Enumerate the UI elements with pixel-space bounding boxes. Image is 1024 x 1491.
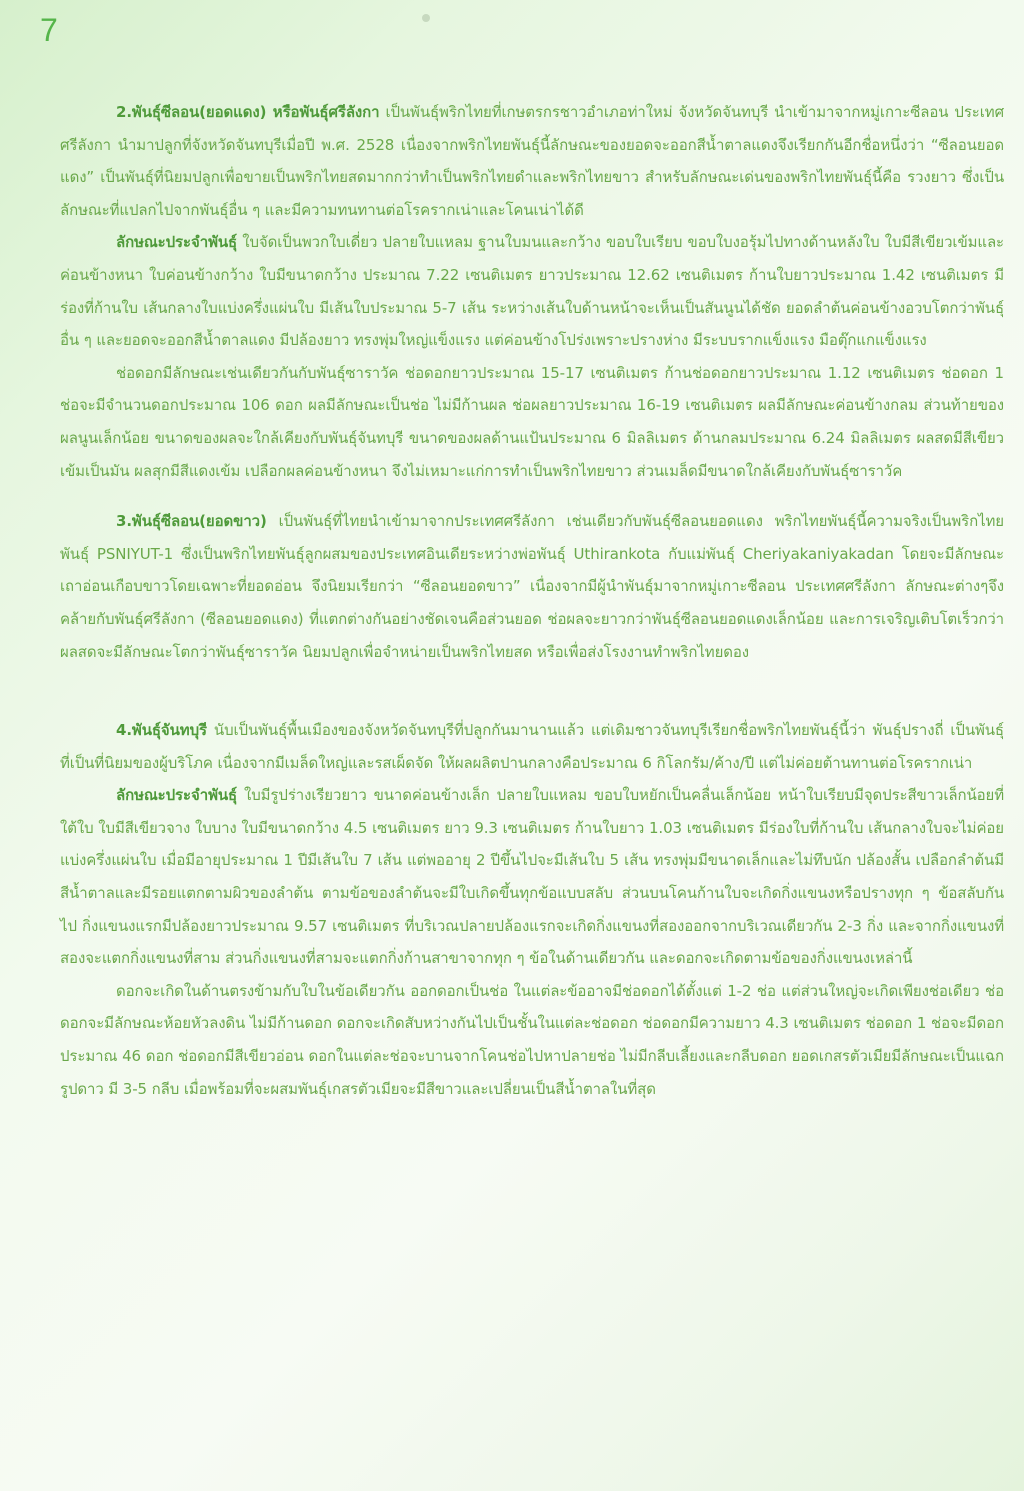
section-4-paragraph-1-text: นับเป็นพันธุ์พื้นเมืองของจังหวัดจันทบุรีที่ปลูกกันมานานแล้ว แต่เดิมชาวจันทบุรีเรียกชื่อพริกไทยพันธุ์นี้ว่า พันธุ์ปรางถี่ เป็นพันธุ์ที่เป็นที่นิยมของผู้บริโภค เนื่องจากมีเมล็ดใหญ่และรสเผ็ดจัด ให้ผลผลิตปานกลางคือประมาณ 6 กิโลกรัม/ค้าง/ปี แต่ไม่ค่อยต้านทานต่อโรครากเน่า [60, 721, 1004, 772]
section-4-paragraph-3: ดอกจะเกิดในด้านตรงข้ามกับใบในข้อเดียวกัน ออกดอกเป็นช่อ ในแต่ละข้ออาจมีช่อดอกได้ตั้งแต่ 1-2 ช่อ แต่ส่วนใหญ่จะเกิดเพียงช่อเดียว ช่อดอกจะมีลักษณะห้อยหัวลงดิน ไม่มีก้านดอก ดอกจะเกิดสับหว่างกันไปเป็นชั้นในแต่ละช่อดอก ช่อดอกมีความยาว 4.3 เซนติเมตร ช่อดอก 1 ช่อจะมีดอกประมาณ 46 ดอก ช่อดอกมีสีเขียวอ่อน ดอกในแต่ละช่อจะบานจากโคนช่อไปหาปลายช่อ ไม่มีกลีบเลี้ยงและกลีบดอก ยอดเกสรตัวเมียมีลักษณะเป็นแฉกรูปดาว มี 3-5 กลีบ เมื่อพร้อมที่จะผสมพันธุ์เกสรตัวเมียจะมีสีขาวและเปลี่ยนเป็นสีน้ำตาลในที่สุด [60, 981, 1004, 1098]
section-2-paragraph-1 [60, 96, 1004, 226]
section-2-characteristics-heading: ลักษณะประจำพันธุ์ [116, 233, 238, 252]
section-4-paragraph-1 [60, 714, 1004, 779]
section-4-paragraph-2 [60, 779, 1004, 975]
section-4-heading: 4.พันธุ์จันทบุรี [116, 721, 207, 740]
section-4-paragraph-2-text: ใบมีรูปร่างเรียวยาว ขนาดค่อนข้างเล็ก ปลายใบแหลม ขอบใบหยักเป็นคลื่นเล็กน้อย หน้าใบเรียบมีจุดประสีขาวเล็กน้อยที่ใต้ใบ ใบมีสีเขียวจาง ใบบาง ใบมีขนาดกว้าง 4.5 เซนติเมตร ยาว 9.3 เซนติเมตร ก้านใบยาว 1.03 เซนติเมตร มีร่องใบที่ก้านใบ เส้นกลางใบจะไม่ค่อยแบ่งครึ่งแผ่นใบ เมื่อมีอายุประมาณ 1 ปีมีเส้นใบ 7 เส้น แต่พออายุ 2 ปีขึ้นไปจะมีเส้นใบ 5 เส้น ทรงพุ่มมีขนาดเล็กและไม่ทึบนัก ปล้องสั้น เปลือกลำต้นมีสีน้ำตาลและมีรอยแตกตามผิวของลำต้น ตามข้อของลำต้นจะมีใบเกิดขึ้นทุกข้อแบบสลับ ส่วนบนโคนก้านใบจะเกิดกิ่งแขนงหรือปรางทุก ๆ ข้อสลับกันไป กิ่งแขนงแรกมีปล้องยาวประมาณ 9.57 เซนติเมตร ที่บริเวณปลายปล้องแรกจะเกิดกิ่งแขนงที่สองออกจากบริเวณเดียวกัน 2-3 กิ่ง และจากกิ่งแขนงที่สองจะแตกกิ่งแขนงที่สาม ส่วนกิ่งแขนงที่สามจะแตกกิ่งก้านสาขาจากทุก ๆ ข้อในด้านเดียวกัน และดอกจะเกิดตามข้อของกิ่งแขนงเหล่านี้ [60, 786, 1004, 968]
section-2-paragraph-3: ช่อดอกมีลักษณะเช่นเดียวกันกับพันธุ์ซาราวัค ช่อดอกยาวประมาณ 15-17 เซนติเมตร ก้านช่อดอกยาวประมาณ 1.12 เซนติเมตร ช่อดอก 1 ช่อจะมีจำนวนดอกประมาณ 106 ดอก ผลมีลักษณะเป็นช่อ ไม่มีก้านผล ช่อผลยาวประมาณ 16-19 เซนติเมตร ผลมีลักษณะค่อนข้างกลม ส่วนท้ายของผลนูนเล็กน้อย ขนาดของผลจะใกล้เคียงกับพันธุ์จันทบุรี ขนาดของผลด้านแป้นประมาณ 6 มิลลิเมตร ด้านกลมประมาณ 6.24 มิลลิเมตร ผลสดมีสีเขียวเข้มเป็นมัน ผลสุกมีสีแดงเข้ม เปลือกผลค่อนข้างหนา จึงไม่เหมาะแก่การทำเป็นพริกไทยขาว ส่วนเมล็ดมีขนาดใกล้เคียงกับพันธุ์ซาราวัค [60, 363, 1004, 480]
section-3-heading: 3.พันธุ์ซีลอน(ยอดขาว) [116, 512, 267, 531]
section-2-paragraph-2 [60, 226, 1004, 356]
section-gap [60, 668, 1004, 714]
section-4-characteristics-heading: ลักษณะประจำพันธุ์ [116, 786, 238, 805]
section-2-paragraph-2-text: ใบจัดเป็นพวกใบเดี่ยว ปลายใบแหลม ฐานใบมนและกว้าง ขอบใบเรียบ ขอบใบงอรุ้มไปทางด้านหลังใบ ใบมีสีเขียวเข้มและค่อนข้างหนา ใบค่อนข้างกว้าง ใบมีขนาดกว้าง ประมาณ 7.22 เซนติเมตร ยาวประมาณ 12.62 เซนติเมตร ก้านใบยาวประมาณ 1.42 เซนติเมตร มีร่องที่ก้านใบ เส้นกลางใบแบ่งครึ่งแผ่นใบ มีเส้นใบประมาณ 5-7 เส้น ระหว่างเส้นใบด้านหน้าจะเห็นเป็นสันนูนได้ชัด ยอดลำต้นค่อนข้างอวบโตกว่าพันธุ์อื่น ๆ และยอดจะออกสีน้ำตาลแดง มีปล้องยาว ทรงพุ่มใหญ่แข็งแรง แต่ค่อนข้างโปร่งเพราะปรางห่าง มีระบบรากแข็งแรง มือตุ๊กแกแข็งแรง [60, 233, 1004, 350]
document-body [60, 96, 1004, 1105]
section-gap [60, 487, 1004, 505]
page-number: 7 [40, 12, 58, 48]
section-3-paragraph-1 [60, 505, 1004, 668]
section-2-heading: 2.พันธุ์ซีลอน(ยอดแดง) หรือพันธุ์ศรีลังกา [116, 103, 380, 121]
paper-speck [422, 14, 430, 22]
section-3-paragraph-1-text: เป็นพันธุ์ที่ไทยนำเข้ามาจากประเทศศรีลังกา เช่นเดียวกับพันธุ์ซีลอนยอดแดง พริกไทยพันธุ์นี้ความจริงเป็นพริกไทยพันธุ์ PSNIYUT-1 ซึ่งเป็นพริกไทยพันธุ์ลูกผสมของประเทศอินเดียระหว่างพ่อพันธุ์ Uthirankota กับแม่พันธุ์ Cheriyakaniyakadan โดยจะมีลักษณะเถาอ่อนเกือบขาวโดยเฉพาะที่ยอดอ่อน จึงนิยมเรียกว่า “ซีลอนยอดขาว” เนื่องจากมีผู้นำพันธุ์มาจากหมู่เกาะซีลอน ประเทศศรีลังกา ลักษณะต่างๆจึงคล้ายกับพันธุ์ศรีลังกา (ซีลอนยอดแดง) ที่แตกต่างกันอย่างชัดเจนคือส่วนยอด ช่อผลจะยาวกว่าพันธุ์ซีลอนยอดแดงเล็กน้อย และการเจริญเติบโตเร็วกว่า ผลสดจะมีลักษณะโตกว่าพันธุ์ซาราวัค นิยมปลูกเพื่อจำหน่ายเป็นพริกไทยสด หรือเพื่อส่งโรงงานทำพริกไทยดอง [60, 512, 1004, 661]
section-2-paragraph-1-text: เป็นพันธุ์พริกไทยที่เกษตรกรชาวอำเภอท่าใหม่ จังหวัดจันทบุรี นำเข้ามาจากหมู่เกาะซีลอน ประเทศศรีลังกา นำมาปลูกที่จังหวัดจันทบุรีเมื่อปี พ.ศ. 2528 เนื่องจากพริกไทยพันธุ์นี้ลักษณะของยอดจะออกสีน้ำตาลแดงจึงเรียกกันอีกชื่อหนึ่งว่า “ซีลอนยอดแดง” เป็นพันธุ์ที่นิยมปลูกเพื่อขายเป็นพริกไทยสดมากกว่าทำเป็นพริกไทยดำและพริกไทยขาว สำหรับลักษณะเด่นของพริกไทยพันธุ์นี้คือ รวงยาว ซึ่งเป็นลักษณะที่แปลกไปจากพันธุ์อื่น ๆ และมีความทนทานต่อโรครากเน่าและโคนเน่าได้ดี [60, 103, 1005, 219]
